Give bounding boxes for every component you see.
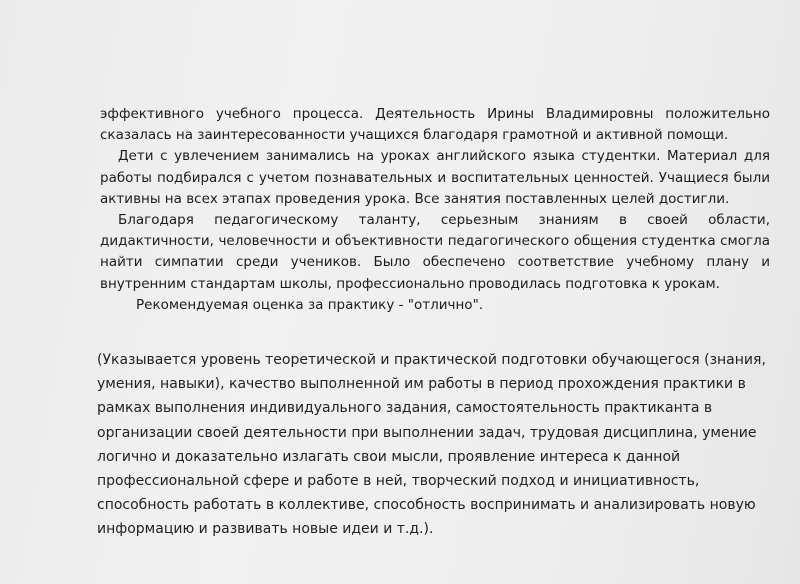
- evaluation-text: [100, 104, 770, 316]
- evaluation-paragraph-1: эффективного учебного процесса. Деятельность Ирины Владимировны положительно сказалась на заинтересованности учащихся благодаря грамотной и активной помощи.: [100, 106, 770, 144]
- recommended-grade: Рекомендуемая оценка за практику - "отлично".: [136, 296, 484, 313]
- evaluation-paragraph-2: Дети с увлечением занимались на уроках английского языка студентки. Материал для работы подбирался с учетом познавательных и воспитательных ценностей. Учащиеся были активны на всех этапах проведения урока. Все занятия поставленных целей достигли.: [100, 148, 770, 207]
- evaluation-paragraph-3: Благодаря педагогическому таланту, серьезным знаниям в своей области, дидактичности, человечности и объективности педагогического общения студентка смогла найти симпатии среди учеников. Было обеспечено соответствие учебному плану и внутренним стандартам школы, профессионально проводилась подготовка к урокам.: [100, 212, 770, 292]
- instructions-note: [97, 348, 782, 542]
- instructions-paragraph: (Указывается уровень теоретической и практической подготовки обучающегося (знания, умения, навыки), качество выполненной им работы в период прохождения практики в рамках выполнения индивидуального задания, самостоятельность практиканта в организации своей деятельности при выполнении задач, трудовая дисциплина, умение логично и доказательно излагать свои мысли, проявление интереса к данной профессиональной сфере и работе в ней, творческий подход и инициативность, способность работать в коллективе, способность воспринимать и анализировать новую информацию и развивать новые идеи и т.д.).: [97, 352, 766, 538]
